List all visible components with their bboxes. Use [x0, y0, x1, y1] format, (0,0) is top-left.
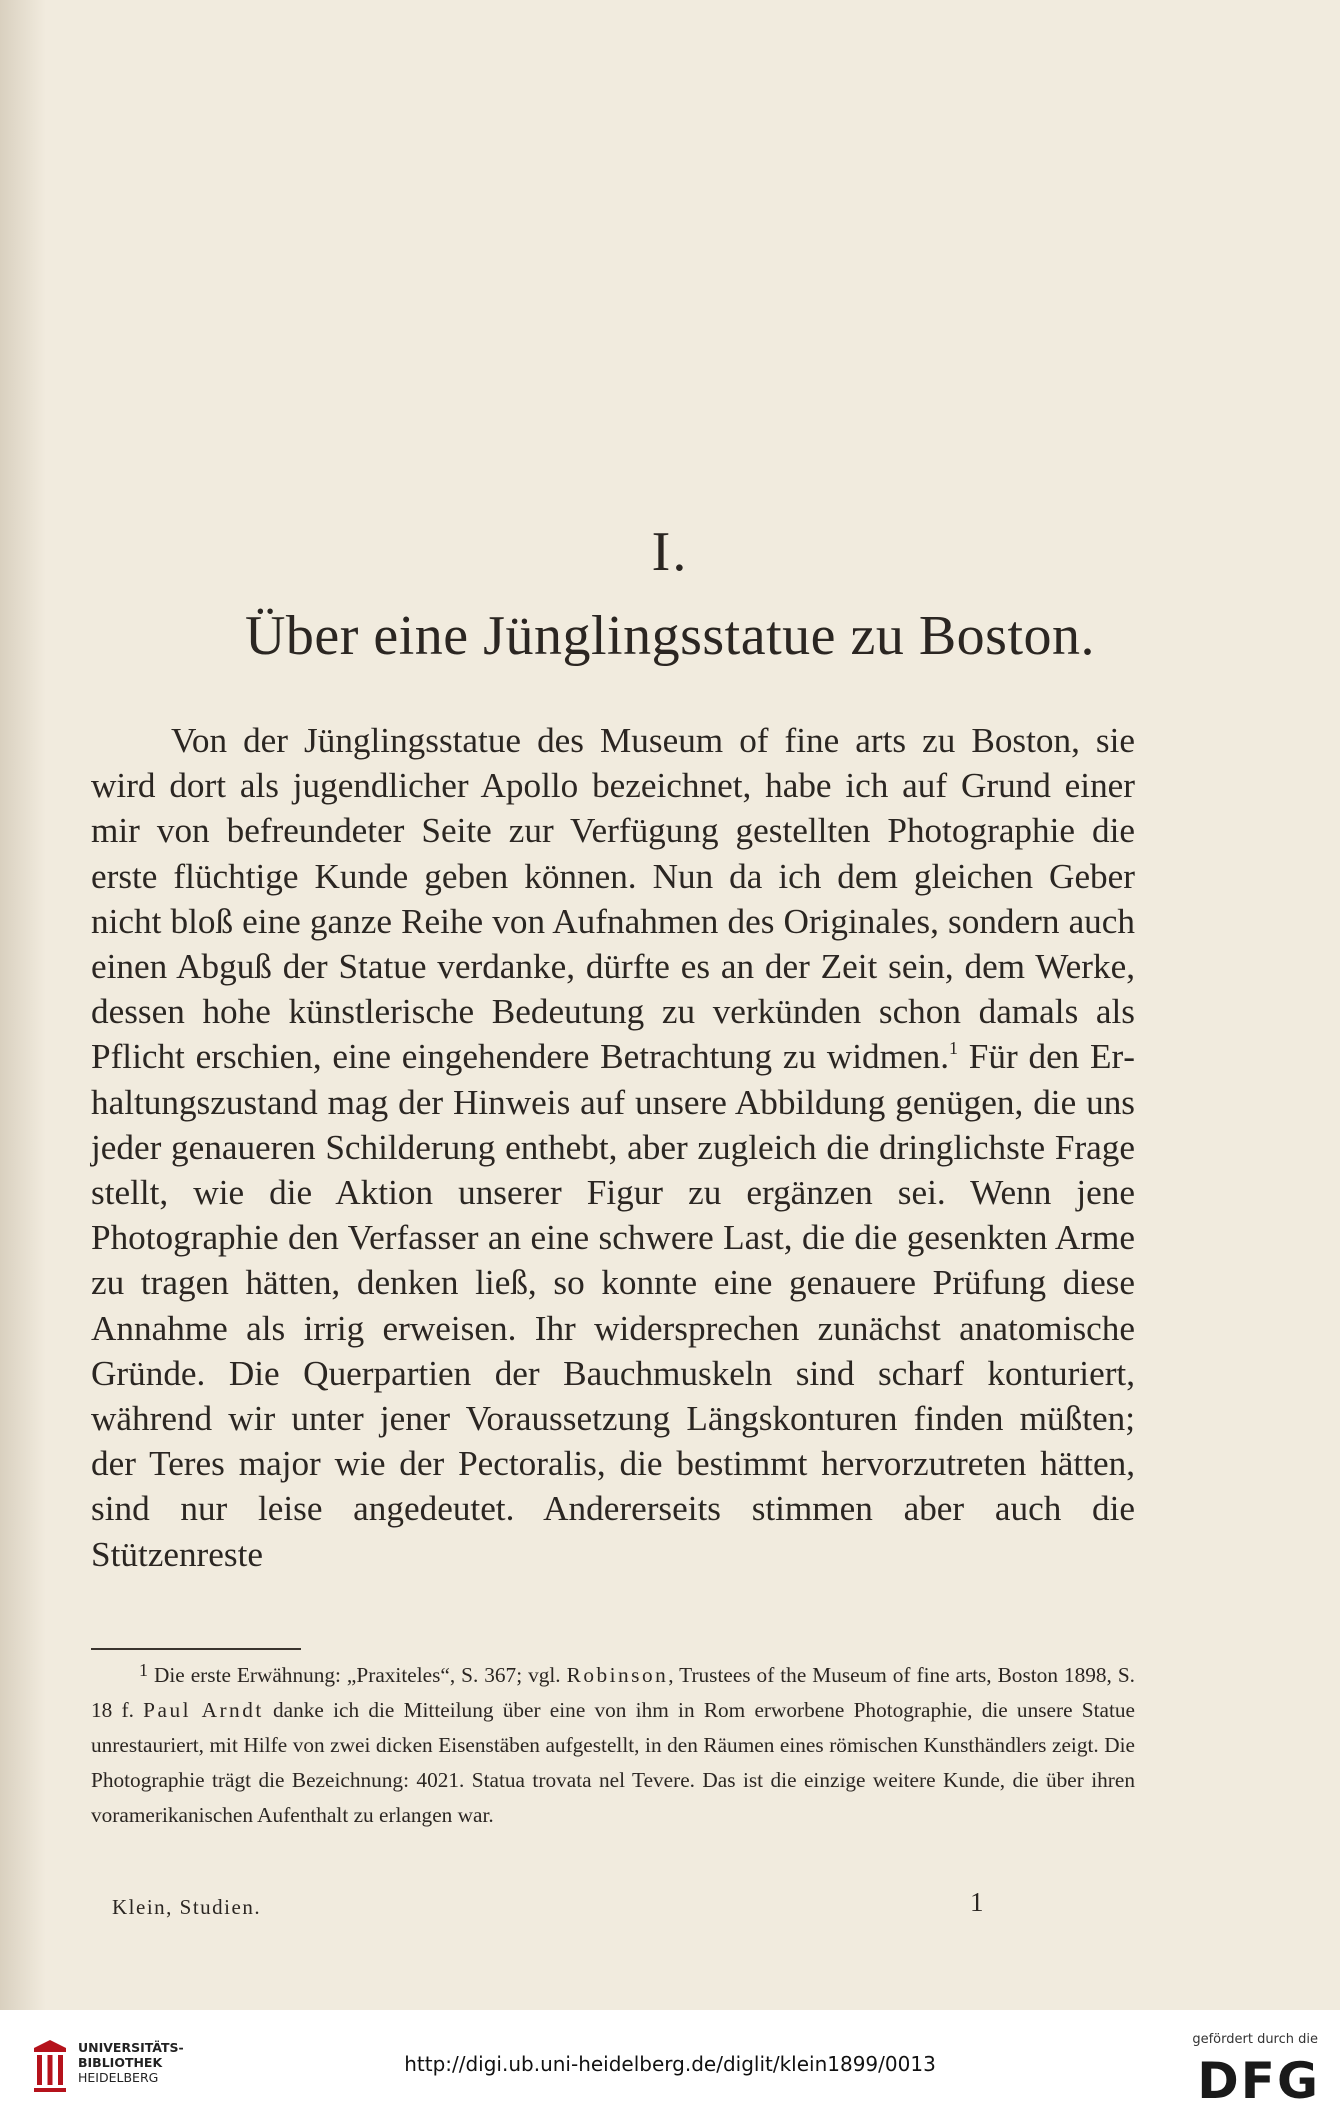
body-paragraph	[91, 718, 1135, 1577]
sheet-number: 1	[970, 1887, 984, 1917]
library-name-line-3: HEIDELBERG	[78, 2070, 159, 2085]
viewer-footer-bar	[0, 2010, 1340, 2126]
chapter-title: Über eine Jünglingsstatue zu Boston.	[244, 605, 1096, 667]
footnote	[91, 1658, 1135, 1833]
footnote-author-robinson: Robinson	[566, 1663, 669, 1687]
footnote-mark: 1	[139, 1660, 148, 1680]
library-name-line-2: BIBLIOTHEK	[78, 2055, 163, 2070]
footnote-text-3: danke ich die Mitteilung über eine von ihm in Rom erworbene Photographie, die unsere Statue unrestauriert, mit Hilfe von zwei dicken Eisenstäben aufgestellt, in den Räumen eines römischen Kunsthändlers zeigt. Die Photographie trägt die Bezeichnung: 4021. Statua trovata nel Tevere. Das ist die einzige weitere Kunde, die über ihren voramerikanischen Aufenthalt zu erlangen war.	[91, 1698, 1135, 1827]
page-url-link[interactable]: http://digi.ub.uni-heidelberg.de/diglit/klein1899/0013	[404, 2052, 936, 2076]
sheet-signature: Klein, Studien.	[112, 1895, 262, 1919]
dfg-logo[interactable]: DFG	[1197, 2052, 1320, 2110]
body-text-part-1: Von der Jünglingsstatue des Museum of fine arts zu Boston, sie wird dort als jugendlicher Apollo bezeichnet, habe ich auf Grund einer mir von befreundeter Seite zur Verfügung gestellten Photographie die erste flüchtige Kunde geben können. Nun da ich dem gleichen Geber nicht bloß eine ganze Reihe von Aufnahmen des Originales, sondern auch einen Abguß der Statue verdanke, dürfte es an der Zeit sein, dem Werke, dessen hohe künstlerische Bedeutung zu verkünden schon damals als Pflicht erschien, eine eingehendere Betrachtung zu widmen.	[91, 721, 1135, 1077]
footnote-author-arndt: Paul Arndt	[143, 1698, 264, 1722]
footnote-reference: 1	[949, 1038, 959, 1059]
footnote-text-2: , Trustees of the Museum of fine arts, Boston 1898, S. 18 f.	[91, 1663, 1135, 1722]
funder-note: gefördert durch die	[1192, 2032, 1318, 2047]
body-text-part-2: Für den Erhaltungszustand mag der Hinweis auf unsere Abbildung genügen, die uns jeder genaueren Schilderung enthebt, aber zugleich die dringlichste Frage stellt, wie die Aktion unserer Figur zu ergänzen sei. Wenn jene Photographie den Verfasser an eine schwere Last, die die gesenkten Arme zu tragen hätten, denken ließ, so konnte eine genauere Prüfung diese Annahme als irrig erweisen. Ihr widersprechen zunächst anatomische Gründe. Die Querpartien der Bauchmuskeln sind scharf konturiert, während wir unter jener Voraussetzung Längskonturen finden müßten; der Teres major wie der Pectoralis, die bestimmt hervorzutreten hätten, sind nur leise angedeutet. Andererseits stimmen aber auch die Stützenreste	[91, 1037, 1135, 1574]
chapter-number: I.	[651, 521, 689, 583]
footnote-text-1: Die erste Erwähnung: „Praxiteles“, S. 367; vgl.	[148, 1663, 567, 1687]
library-name-line-1: UNIVERSITÄTS-	[78, 2040, 184, 2055]
footnote-rule	[91, 1648, 301, 1650]
